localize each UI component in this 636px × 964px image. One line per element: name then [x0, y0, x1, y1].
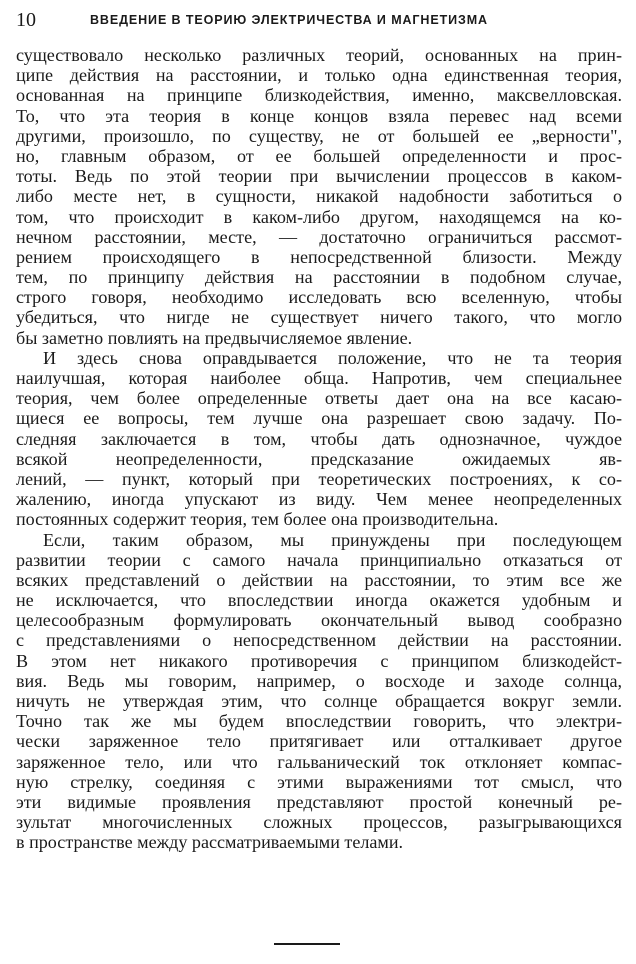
text-line: тоты. Ведь по этой теории при вычислении процессов в каком- [16, 166, 622, 187]
text-line: жалению, иногда упускают из виду. Чем менее неопределенных [16, 489, 622, 510]
text-line: постоянных содержит теория, тем более она производительна. [16, 509, 499, 530]
text-line: щиеся ее вопросы, тем лучше она разрешает свою задачу. По- [16, 408, 622, 429]
text-line: Если, таким образом, мы принуждены при последующем [43, 529, 622, 550]
text-line: рением происходящего в непосредственной близости. Между [16, 246, 622, 267]
text-line: эти видимые проявления представляют простой конечный ре- [16, 791, 622, 812]
paragraph-1 [16, 45, 622, 348]
text-line: том, что происходит в каком-либо другом, находящемся на ко- [16, 206, 622, 227]
paragraph-2 [16, 348, 622, 530]
text-line: либо месте нет, в сущности, никакой надобности заботиться о [16, 186, 622, 207]
text-line: основанная на принципе близкодействия, именно, максвелловская. [16, 85, 622, 106]
text-line: вия. Ведь мы говорим, например, о восходе и заходе солнца, [16, 670, 622, 691]
text-line: другими, произошло, по существу, не от большей ее „верности", [16, 125, 622, 146]
text-line: не исключается, что впоследствии иногда окажется удобным и [16, 590, 622, 611]
text-line: строго говоря, необходимо исследовать всю вселенную, чтобы [16, 287, 622, 308]
text-line: зультат многочисленных сложных процессов, разыгрывающихся [16, 812, 622, 833]
text-line: с представлениями о непосредственном действии на расстоянии. [16, 630, 622, 651]
text-line: ную стрелку, соединяя с этими выражениями тот смысл, что [16, 771, 622, 792]
text-line: нечном расстоянии, месте, — достаточно ограничиться рассмот- [16, 226, 622, 247]
text-line: существовало несколько различных теорий, основанных на прин- [16, 45, 622, 65]
text-line: но, главным образом, от ее большей определенности и прос- [16, 145, 622, 166]
paragraph-3 [16, 530, 622, 853]
page-number: 10 [16, 9, 36, 31]
bottom-divider [274, 943, 340, 945]
text-line: То, что эта теория в конце концов взяла перевес над всеми [16, 105, 622, 126]
text-line: всяких представлений о действии на расстоянии, то этим все же [16, 569, 622, 590]
text-line: В этом нет никакого противоречия с принципом близкодейст- [16, 650, 622, 671]
text-line: целесообразным формулировать окончательный вывод сообразно [16, 610, 622, 631]
text-line: бы заметно повлиять на предвычисляемое явление. [16, 327, 413, 348]
text-line: лений, — пункт, который при теоретических построениях, к со- [16, 468, 622, 489]
running-title: ВВЕДЕНИЕ В ТЕОРИЮ ЭЛЕКТРИЧЕСТВА И МАГНЕТИЗМА [90, 13, 488, 27]
text-line: следняя заключается в том, чтобы дать однозначное, чуждое [16, 428, 622, 449]
text-line: тем, по принципу действия на расстоянии в подобном случае, [16, 267, 622, 288]
text-line: теория, чем более определенные ответы дает она на все касаю- [16, 388, 622, 409]
text-line: Точно так же мы будем впоследствии говорить, что электри- [16, 711, 622, 732]
page-header [16, 8, 620, 32]
text-line: развитии теории с самого начала принципиально отказаться от [16, 549, 622, 570]
text-line: всякой неопределенности, предсказание ожидаемых яв- [16, 448, 622, 469]
text-line: И здесь снова оправдывается положение, что не та теория [43, 347, 622, 368]
text-line: убедиться, что нигде не существует ничего такого, что могло [16, 307, 622, 328]
text-line: чески заряженное тело притягивает или отталкивает другое [16, 731, 622, 752]
text-line: ципе действия на расстоянии, и только одна единственная теория, [16, 65, 622, 86]
text-line: заряженное тело, или что гальванический ток отклоняет компас- [16, 751, 622, 772]
body-text [16, 45, 622, 853]
text-line: ничуть не утверждая этим, что солнце обращается вокруг земли. [16, 691, 622, 711]
text-line: в пространстве между рассматриваемыми телами. [16, 832, 404, 853]
text-line: наилучшая, которая наиболее обща. Напротив, чем специальнее [16, 368, 622, 388]
